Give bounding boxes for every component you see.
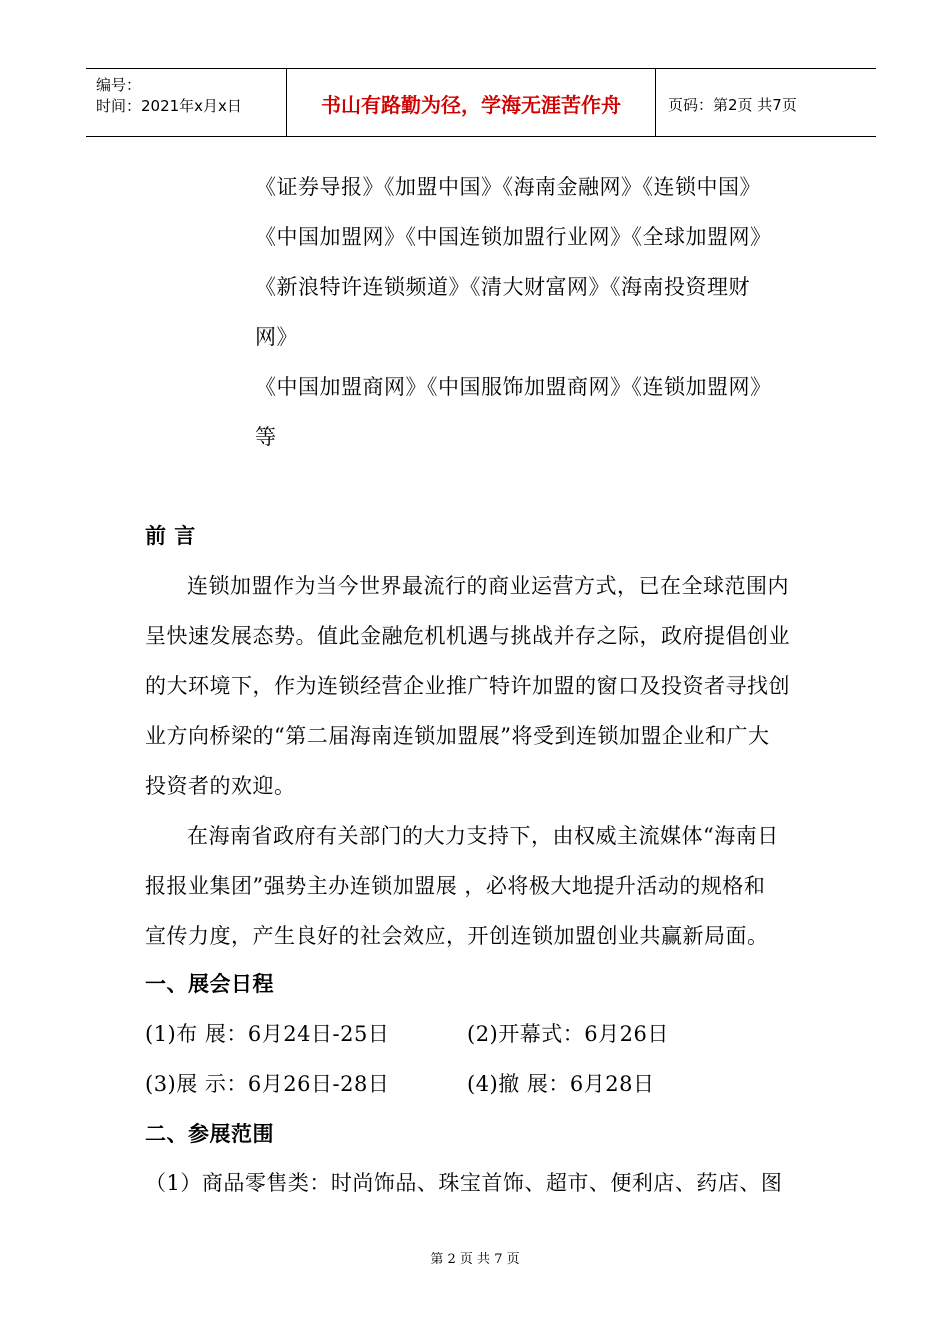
schedule-item: (3)展 示：6月26日-28日 [145,1072,390,1096]
media-line: 《新浪特许连锁频道》《清大财富网》《海南投资理财 [255,275,750,299]
page-footer: 第 2 页 共 7 页 [430,1252,520,1267]
page-label: 页码：第2页 共7页 [668,96,797,114]
scope-heading: 二、参展范围 [145,1122,274,1146]
paragraph-line: 宣传力度，产生良好的社会效应，开创连锁加盟创业共赢新局面。 [145,924,769,948]
header-meta-cell [86,69,286,136]
paragraph-line: 报报业集团”强势主办连锁加盟展 ，必将极大地提升活动的规格和 [145,874,766,898]
scope-item: （1）商品零售类：时尚饰品、珠宝首饰、超市、便利店、药店、图 [145,1171,783,1195]
schedule-heading: 一、展会日程 [145,972,274,996]
paragraph-line: 呈快速发展态势。值此金融危机机遇与挑战并存之际，政府提倡创业 [145,624,790,648]
preface-heading: 前 言 [145,524,196,548]
media-line: 等 [255,425,277,449]
number-label: 编号： [96,76,142,94]
motto: 书山有路勤为径，学海无涯苦作舟 [321,93,621,117]
time-label: 时间：2021年x月x日 [96,97,242,115]
media-line: 《证券导报》《加盟中国》《海南金融网》《连锁中国》 [255,175,761,199]
paragraph-line: 的大环境下，作为连锁经营企业推广特许加盟的窗口及投资者寻找创 [145,674,790,698]
schedule-item: (4)撤 展：6月28日 [467,1072,655,1096]
paragraph-line: 在海南省政府有关部门的大力支持下，由权威主流媒体“海南日 [187,824,779,848]
page-header [86,68,876,137]
paragraph-line: 投资者的欢迎。 [145,774,296,798]
header-motto-cell [286,69,656,136]
media-line: 《中国加盟商网》《中国服饰加盟商网》《连锁加盟网》 [255,375,772,399]
header-page-cell [656,69,876,136]
paragraph-line: 连锁加盟作为当今世界最流行的商业运营方式，已在全球范围内 [187,574,789,598]
media-line: 《中国加盟网》《中国连锁加盟行业网》《全球加盟网》 [255,225,772,249]
schedule-item: (1)布 展：6月24日-25日 [145,1022,390,1046]
paragraph-line: 业方向桥梁的“第二届海南连锁加盟展”将受到连锁加盟企业和广大 [145,724,770,748]
schedule-item: (2)开幕式：6月26日 [467,1022,669,1046]
media-line: 网》 [255,325,298,349]
